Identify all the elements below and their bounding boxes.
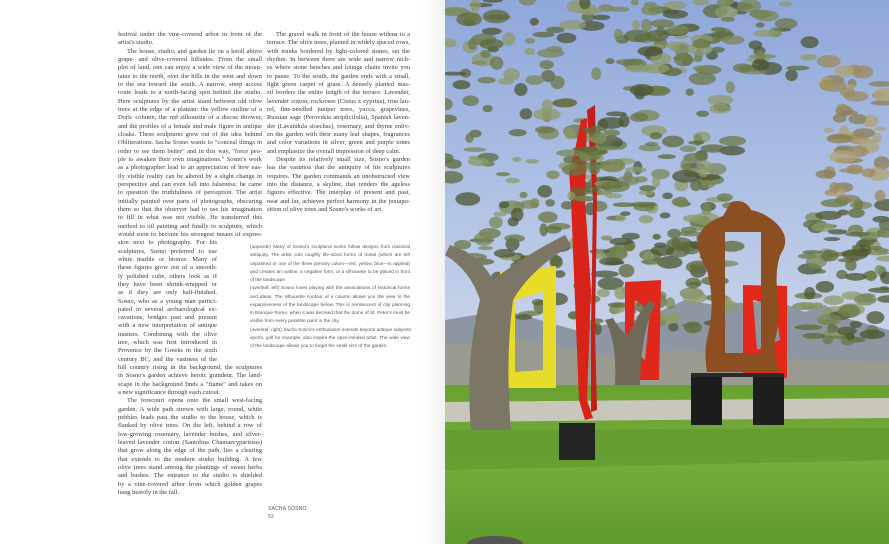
leaf-cluster: [465, 133, 473, 143]
leaf-cluster: [826, 134, 852, 144]
text-line: by a vine-covered arbor from which golden grapes: [118, 480, 262, 488]
text-line: of the landscape.: [250, 278, 287, 283]
leaf-cluster: [490, 56, 504, 69]
text-line: ily visible reality can be altered by a slight change in: [118, 172, 262, 180]
leaf-cluster: [539, 60, 554, 69]
text-line: to fill in what was not visible. He transferred this: [118, 214, 262, 222]
text-line: scape in the background finds a "frame" and takes on: [118, 380, 262, 388]
leaf-cluster: [753, 30, 777, 37]
photo-caption: [250, 244, 413, 351]
text-line: The house, studio, and garden lie on a knoll above: [127, 47, 262, 55]
leaf-cluster: [537, 185, 552, 198]
text-line: en the garden with their many leaf shapes, fragrances: [267, 130, 410, 138]
leaf-cluster: [520, 192, 528, 198]
text-line: unpainted or one of the three primary colors—red, yellow, blue—is applied): [250, 261, 410, 267]
leaf-cluster: [733, 63, 753, 72]
leaf-cluster: [593, 15, 610, 21]
text-line: (opposite) Many of Sosno's sculptural works follow designs from classical: [250, 245, 410, 250]
leaf-cluster: [681, 227, 697, 234]
text-line: near and far, achieves perfect harmony in the juxtapo-: [267, 197, 410, 205]
leaf-cluster: [538, 211, 558, 223]
leaf-cluster: [585, 186, 600, 193]
text-line: plot of land, one can enjoy a wide view of the moun-: [118, 64, 262, 72]
leaf-cluster: [829, 182, 840, 193]
leaf-cluster: [619, 114, 630, 127]
leaf-cluster: [650, 19, 674, 27]
leaf-cluster: [692, 39, 711, 48]
text-line: Doric column, the red silhouette of a discus thrower,: [118, 114, 262, 122]
leaf-cluster: [848, 208, 865, 218]
leaf-cluster: [842, 249, 868, 260]
leaf-cluster: [850, 321, 862, 328]
page-number: 52: [268, 514, 274, 520]
leaf-cluster: [707, 95, 733, 106]
leaf-cluster: [676, 196, 688, 207]
leaf-cluster: [845, 84, 856, 88]
text-line: and emphasize the overall impression of deep calm.: [267, 147, 401, 155]
leaf-cluster: [625, 167, 647, 173]
leaf-cluster: [609, 238, 633, 245]
garden-sculpture-photo: [445, 0, 889, 544]
leaf-cluster: [525, 38, 535, 44]
leaf-cluster: [817, 55, 841, 68]
leaf-cluster: [867, 311, 885, 324]
text-line: low-growing rosemary, lavender bushes, and silver-: [118, 430, 262, 438]
text-line: as a photographer lead to an appreciation of how eas-: [118, 164, 262, 172]
body-text-column-right: [267, 31, 410, 214]
leaf-cluster: [685, 278, 701, 289]
leaf-cluster: [823, 295, 844, 305]
leaf-cluster: [546, 170, 559, 179]
leaf-cluster: [639, 185, 656, 191]
leaf-cluster: [597, 289, 610, 298]
leaf-cluster: [489, 216, 503, 228]
leaf-cluster: [823, 128, 833, 133]
leaf-cluster: [619, 264, 635, 277]
leaf-cluster: [479, 39, 503, 50]
text-line: and the profiles of a female and male figure in antique: [118, 122, 262, 130]
leaf-cluster: [601, 159, 625, 172]
text-line: to the sea toward the south. A narrow, steep access: [118, 80, 262, 88]
text-line: terrace. The olive trees, planted in widely spaced rows,: [267, 39, 410, 47]
leaf-cluster: [512, 157, 521, 162]
text-line: with trunks bordered by light-colored stones, set the: [267, 47, 410, 55]
text-line: in Sosno's garden achieve heroic grandeur. The land-: [118, 372, 262, 380]
leaf-cluster: [601, 236, 613, 241]
leaf-cluster: [680, 145, 697, 152]
leaf-cluster: [849, 114, 867, 124]
text-line: Obliterations. Sacha Sosno wants to "conceal things in: [118, 139, 262, 147]
leaf-cluster: [875, 265, 884, 274]
leaf-cluster: [514, 202, 525, 206]
leaf-cluster: [530, 18, 539, 26]
leaf-cluster: [671, 238, 680, 248]
text-line: rhythm. In between there are wide and narrow nich-: [267, 55, 410, 63]
leaf-cluster: [696, 160, 711, 169]
text-line: in Baroque Rome, when it was decreed that the dome of St. Peter's must be: [250, 311, 410, 316]
leaf-cluster: [663, 10, 688, 19]
leaf-cluster: [494, 249, 515, 258]
leaf-cluster: [599, 258, 623, 266]
text-line: Here sculptures by the artist stand between old olive: [118, 97, 262, 105]
leaf-cluster: [630, 84, 654, 96]
leaf-cluster: [525, 159, 539, 164]
text-line: sif borders the entire length of the terrace. Lavender,: [267, 89, 410, 97]
leaf-cluster: [721, 17, 735, 22]
plinth: [691, 373, 722, 425]
text-line: and ideas. The silhouette contour of a column allows you the view to the: [250, 294, 410, 300]
leaf-cluster: [652, 176, 660, 188]
text-line: as if they are only half-finished.: [118, 289, 217, 297]
leaf-cluster: [545, 199, 555, 206]
text-line: leaved lavender cotton (Santolina Chamaecyparissus): [118, 439, 262, 447]
leaf-cluster: [700, 144, 725, 152]
leaf-cluster: [709, 104, 731, 114]
leaf-cluster: [602, 181, 629, 193]
leaf-cluster: [802, 250, 822, 254]
leaf-cluster: [614, 29, 623, 41]
leaf-cluster: [564, 127, 576, 139]
leaf-cluster: [515, 314, 532, 320]
text-line: rel, fine-needled juniper trees, yucca, grapevines,: [267, 105, 410, 113]
leaf-cluster: [797, 302, 815, 307]
leaf-cluster: [567, 192, 575, 200]
leaf-cluster: [499, 201, 509, 208]
leaf-cluster: [509, 129, 527, 136]
text-line: (overleaf, right) Sacha Sosno's enthusiasm extends beyond antique subjects;: [250, 327, 413, 333]
leaf-cluster: [609, 7, 629, 12]
leaf-cluster: [524, 48, 535, 55]
leaf-cluster: [557, 33, 577, 43]
leaf-cluster: [514, 83, 527, 96]
text-line: Despite its relatively small size, Sosno's garden: [276, 155, 410, 163]
leaf-cluster: [498, 78, 514, 85]
text-line: pebbles leads past the studio to the house, which is: [118, 414, 262, 422]
text-line: that grow along the edge of the path, lies a clearing: [118, 447, 262, 455]
leaf-cluster: [455, 192, 480, 206]
leaf-cluster: [642, 63, 670, 73]
leaf-cluster: [533, 108, 561, 120]
text-line: with a new interpretation of antique: [118, 322, 217, 330]
leaf-cluster: [722, 35, 745, 44]
leaf-cluster: [669, 312, 681, 322]
leaf-cluster: [613, 202, 635, 207]
leaf-cluster: [875, 190, 886, 202]
text-line: figures effective. The interplay of present and past,: [267, 189, 410, 197]
leaf-cluster: [615, 248, 625, 258]
text-line: ly polished cube, others look as if: [118, 272, 217, 280]
text-line: of the landscape allows you to forget the small size of the garden.: [250, 344, 388, 349]
leaf-cluster: [480, 50, 490, 58]
text-line: that extends to the modern studio building. A few: [118, 455, 262, 463]
leaf-cluster: [801, 36, 819, 48]
leaf-cluster: [836, 195, 860, 203]
sculpture-base: [559, 423, 595, 460]
text-line: The gravel walk in front of the house widens to a: [276, 31, 410, 38]
leaf-cluster: [478, 246, 493, 250]
text-line: cloaks. These sculptures grew out of the idea behind: [118, 130, 262, 138]
leaf-cluster: [756, 22, 765, 28]
leaf-cluster: [813, 269, 826, 273]
leaf-cluster: [795, 324, 823, 330]
leaf-cluster: [556, 98, 577, 107]
leaf-cluster: [574, 195, 592, 200]
text-line: Sosno, who as a young man partici-: [118, 297, 217, 305]
text-line: initially painted over parts of photographs, obscuring: [118, 197, 262, 205]
text-line: es where stone benches and lounge chairs invite you: [267, 64, 410, 72]
leaf-cluster: [562, 164, 588, 176]
leaf-cluster: [456, 13, 482, 27]
leaf-cluster: [816, 281, 834, 293]
leaf-cluster: [652, 234, 660, 240]
leaf-cluster: [662, 136, 684, 148]
leaf-cluster: [637, 46, 663, 56]
leaf-cluster: [840, 87, 855, 97]
text-line: garden. A wide path strewn with large, round, white: [118, 405, 262, 413]
leaf-cluster: [837, 327, 857, 336]
leaf-cluster: [483, 105, 493, 112]
leaf-cluster: [860, 330, 885, 340]
leaf-cluster: [852, 245, 861, 250]
body-text-column-left: [118, 31, 262, 497]
leaf-cluster: [824, 237, 841, 241]
text-line: tains to the north, over the hills in the west and down: [118, 72, 262, 80]
leaf-cluster: [862, 168, 876, 177]
text-line: lavender cotton, rockroses (Cistus x cyprius), true lau-: [267, 97, 410, 105]
leaf-cluster: [855, 139, 879, 144]
leaf-cluster: [829, 150, 856, 163]
text-line: artist's studio.: [118, 39, 154, 47]
leaf-cluster: [800, 54, 817, 61]
leaf-cluster: [778, 2, 792, 7]
leaf-cluster: [496, 172, 510, 176]
leaf-cluster: [839, 304, 860, 318]
leaf-cluster: [550, 76, 564, 89]
text-line: would soon to become his strongest means of expres-: [118, 230, 262, 238]
text-line: white marble or bronze. Many of: [118, 255, 217, 263]
leaf-cluster: [493, 212, 506, 217]
leaf-cluster: [817, 314, 842, 325]
leaf-cluster: [658, 154, 676, 159]
leaf-cluster: [616, 59, 643, 65]
leaf-cluster: [665, 297, 675, 309]
leaf-cluster: [674, 53, 693, 67]
leaf-cluster: [662, 192, 673, 199]
text-line: sion next to photography. For his: [118, 239, 217, 247]
text-line: visible from every possible point in the city.: [250, 319, 340, 325]
leaf-cluster: [686, 88, 694, 95]
leaf-cluster: [630, 112, 648, 122]
text-line: sculptures, Sosno preferred to use: [118, 247, 217, 255]
leaf-cluster: [651, 245, 674, 256]
text-line: light green carpet of grass. A densely planted mas-: [267, 80, 410, 88]
text-line: sition of olive trees and Sosno's works of art.: [267, 205, 383, 213]
leaf-cluster: [474, 232, 494, 246]
leaf-cluster: [502, 32, 515, 46]
leaf-cluster: [803, 333, 826, 339]
leaf-cluster: [525, 75, 543, 85]
plinth-top: [691, 373, 784, 377]
text-line: them so that the observer had to use his imagination: [118, 205, 262, 213]
text-line: and bushes. The entrance to the studio is shielded: [118, 472, 262, 480]
leaf-cluster: [537, 49, 565, 58]
leaf-cluster: [837, 104, 848, 110]
leaf-cluster: [828, 229, 848, 234]
leaf-cluster: [717, 193, 733, 201]
leaf-cluster: [505, 178, 520, 184]
leaf-cluster: [468, 157, 489, 166]
leaf-cluster: [592, 132, 607, 144]
leaf-cluster: [711, 47, 725, 53]
leaf-cluster: [726, 81, 735, 93]
leaf-cluster: [719, 136, 746, 146]
leaf-cluster: [852, 65, 873, 78]
leaf-cluster: [815, 211, 842, 220]
text-line: route leads to a north-facing spot behind the studio.: [118, 89, 262, 97]
leaf-cluster: [827, 324, 838, 332]
text-line: flanked by olive trees. On the left, behind a row of: [118, 422, 262, 430]
leaf-cluster: [641, 259, 668, 264]
text-line: method to oil painting and finally to sculpture, which: [118, 222, 262, 230]
leaf-cluster: [863, 246, 882, 250]
leaf-cluster: [620, 211, 631, 216]
leaf-cluster: [804, 287, 815, 299]
leaf-cluster: [485, 15, 511, 20]
text-line: to question the truthfulness of perception. The artist: [118, 189, 262, 197]
leaf-cluster: [639, 215, 653, 223]
leaf-cluster: [511, 208, 523, 222]
gravel-path: [445, 398, 889, 422]
leaf-cluster: [605, 58, 614, 64]
text-line: masters. Combining with the olive: [118, 330, 217, 338]
leaf-cluster: [696, 110, 709, 116]
text-line: they have been shrink-wrapped or: [118, 280, 217, 288]
text-line: trees at the edge of a plateau: the yellow outline of a: [118, 105, 262, 113]
running-head: SACHA SOSNO: [268, 506, 307, 512]
text-line: ple to awaken their own imaginations." Sosno's work: [118, 155, 262, 163]
text-line: order to see them better" and in this way, "force peo-: [118, 147, 262, 155]
text-line: grape- and olive-covered hillsides. From the small: [118, 55, 262, 63]
leaf-cluster: [535, 126, 554, 133]
text-line: a new significance through each cutout.: [118, 389, 221, 397]
leaf-cluster: [591, 67, 601, 80]
leaf-cluster: [854, 294, 877, 305]
text-line: century BC, and the vastness of the: [118, 355, 217, 363]
leaf-cluster: [463, 147, 486, 152]
leaf-cluster: [452, 80, 470, 89]
leaf-cluster: [533, 32, 555, 38]
text-line: antiquity. The artist cuts roughly life-sized forms of metal (which are left: [250, 253, 410, 259]
leaf-cluster: [775, 18, 798, 29]
text-line: tree, which was first introduced in: [118, 339, 217, 347]
text-line: (overleaf, left) Sosno loves playing with the associations of historical forms: [250, 286, 410, 292]
leaf-cluster: [477, 77, 495, 84]
leaf-cluster: [556, 150, 583, 157]
leaf-cluster: [688, 141, 704, 145]
text-line: has the vastness that the antiquity of his sculptures: [267, 164, 410, 172]
text-line: der (Lavandula stoechas), rosemary, and thyme enliv-: [267, 122, 410, 130]
leaf-cluster: [632, 20, 640, 30]
text-line: Provence by the Greeks in the sixth: [118, 347, 217, 355]
text-line: requires. The garden commands an unobstructed view: [267, 172, 410, 180]
leaf-cluster: [545, 226, 561, 233]
leaf-cluster: [641, 19, 652, 32]
plinth: [753, 373, 784, 425]
leaf-cluster: [660, 212, 671, 218]
text-line: into the distance, a skyline, that renders the ageless: [267, 180, 410, 188]
text-line: to pause. To the south, the garden ends with a small,: [267, 72, 410, 80]
leaf-cluster: [504, 234, 525, 242]
text-line: pated in several archaeological ex-: [118, 305, 217, 313]
text-line: these figures grow out of a smooth-: [118, 264, 217, 272]
leaf-cluster: [874, 127, 887, 131]
leaf-cluster: [700, 170, 708, 177]
leaf-cluster: [689, 72, 716, 85]
leaf-cluster: [834, 65, 855, 77]
leaf-cluster: [645, 142, 658, 146]
leaf-cluster: [650, 132, 663, 139]
leaf-cluster: [833, 114, 847, 123]
leaf-cluster: [714, 6, 737, 19]
leaf-cluster: [671, 45, 680, 52]
text-line: The forecourt opens onto the small west-facing: [127, 397, 262, 405]
leaf-cluster: [668, 323, 678, 332]
text-line: sports, golf for example, also inspire the open-minded artist. The wide view: [250, 335, 410, 341]
text-line: hill country rising in the background, the sculptures: [118, 364, 262, 372]
leaf-cluster: [845, 273, 867, 281]
leaf-cluster: [596, 146, 619, 151]
leaf-cluster: [754, 10, 779, 21]
text-line: Russian sage (Perovskia atriplicifolia), Spanish laven-: [267, 114, 410, 122]
leaf-cluster: [607, 135, 616, 140]
leaf-cluster: [462, 95, 479, 106]
leaf-cluster: [786, 66, 809, 71]
leaf-cluster: [754, 59, 767, 64]
leaf-cluster: [579, 153, 589, 161]
leaf-cluster: [520, 108, 533, 119]
leaf-cluster: [821, 250, 839, 262]
leaf-cluster: [845, 232, 870, 237]
leaf-cluster: [682, 292, 707, 304]
leaf-cluster: [563, 156, 577, 163]
leaf-cluster: [785, 69, 797, 81]
leaf-cluster: [582, 127, 590, 133]
leaf-cluster: [839, 168, 863, 173]
text-line: and creates an outline, a negative form, or a silhouette to be placed in front: [250, 269, 410, 275]
leaf-cluster: [672, 170, 699, 183]
leaf-cluster: [684, 322, 702, 334]
text-line: hang heavily in the fall.: [118, 489, 179, 497]
leaf-cluster: [569, 0, 578, 8]
text-line: expansiveness of the landscape below. This is reminiscent of city planning: [250, 302, 410, 308]
text-line: olive trees stand among the plantings of sweet herbs: [118, 464, 262, 472]
text-line: perspective and can even fall into falseness; he came: [118, 180, 262, 188]
leaf-cluster: [641, 5, 663, 16]
leaf-cluster: [816, 170, 837, 179]
text-line: festival under the vine-covered arbor in front of the: [118, 31, 262, 38]
leaf-cluster: [693, 66, 706, 72]
text-line: and color variations in silver, green and purple tones: [267, 139, 410, 147]
text-line: cavations, bridges past and present: [118, 314, 217, 322]
